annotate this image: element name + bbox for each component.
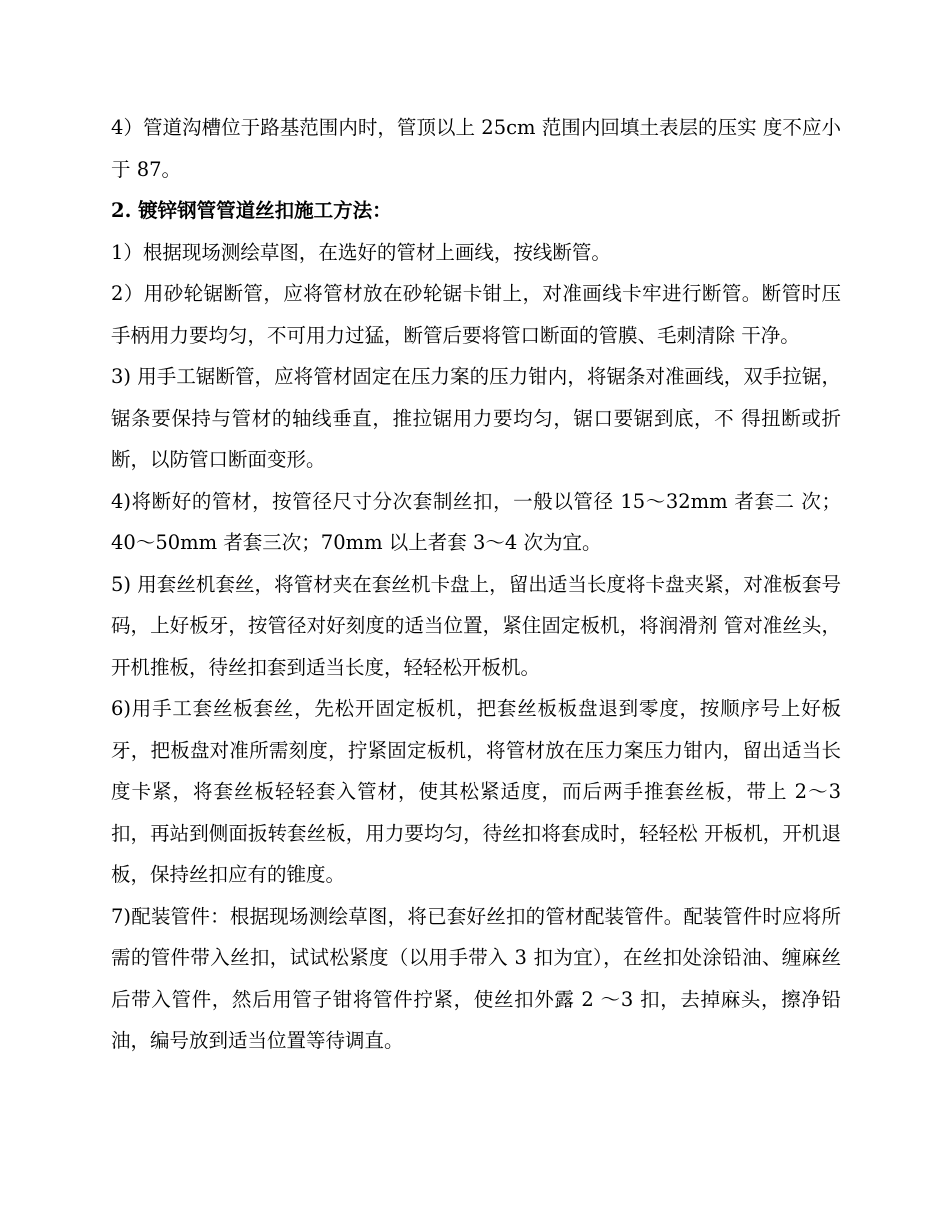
paragraph-step-7-fitting-assembly: 7)配装管件：根据现场测绘草图，将已套好丝扣的管材配装管件。配装管件时应将所需的管件带入丝扣，试试松紧度（以用手带入 3 扣为宜），在丝扣处涂铅油、缠麻丝后带入管件，然后用管子钳将管件拧紧，使丝扣外露 2 ～3 扣，去掉麻头，擦净铅油，编号放到适当位置等待调直。: [111, 904, 841, 1052]
paragraph-step-3-hand-saw: 3) 用手工锯断管，应将管材固定在压力案的压力钳内，将锯条对准画线，双手拉锯，锯条要保持与管材的轴线垂直，推拉锯用力要均匀，锯口要锯到底，不 得扭断或折断，以防管口断面变形。: [111, 365, 841, 471]
document-body: [111, 107, 841, 1062]
paragraph-step-4-thread-passes: 4)将断好的管材，按管径尺寸分次套制丝扣，一般以管径 15～32mm 者套二 次；40～50mm 者套三次；70mm 以上者套 3～4 次为宜。: [111, 489, 841, 554]
paragraph-step-5-threading-machine: 5) 用套丝机套丝，将管材夹在套丝机卡盘上，留出适当长度将卡盘夹紧，对准板套号码，上好板牙，按管径对好刻度的适当位置，紧住固定板机，将润滑剂 管对准丝头，开机推板，待丝扣套到适当长度，轻轻松开板机。: [111, 572, 841, 679]
section-heading-galvanized-pipe-threading: 2. 镀锌钢管管道丝扣施工方法：: [111, 199, 392, 222]
paragraph-step-2-grinding-saw: 2）用砂轮锯断管，应将管材放在砂轮锯卡钳上，对准画线卡牢进行断管。断管时压手柄用力要均匀，不可用力过猛，断管后要将管口断面的管膜、毛刺清除 干净。: [111, 282, 841, 347]
paragraph-backfill-compaction: 4）管道沟槽位于路基范围内时，管顶以上 25cm 范围内回填土表层的压实 度不应小于 87。: [111, 116, 841, 181]
paragraph-step-6-manual-threading: 6)用手工套丝板套丝，先松开固定板机，把套丝板板盘退到零度，按顺序号上好板牙，把板盘对准所需刻度，拧紧固定板机，将管材放在压力案压力钳内，留出适当长度卡紧，将套丝板轻轻套入管材，使其松紧适度，而后两手推套丝板，带上 2～3 扣，再站到侧面扳转套丝板，用力要均匀，待丝扣将套成时，轻轻松 开板机，开机退板，保持丝扣应有的锥度。: [111, 697, 841, 886]
paragraph-step-1-marking: 1）根据现场测绘草图，在选好的管材上画线，按线断管。: [111, 240, 611, 264]
